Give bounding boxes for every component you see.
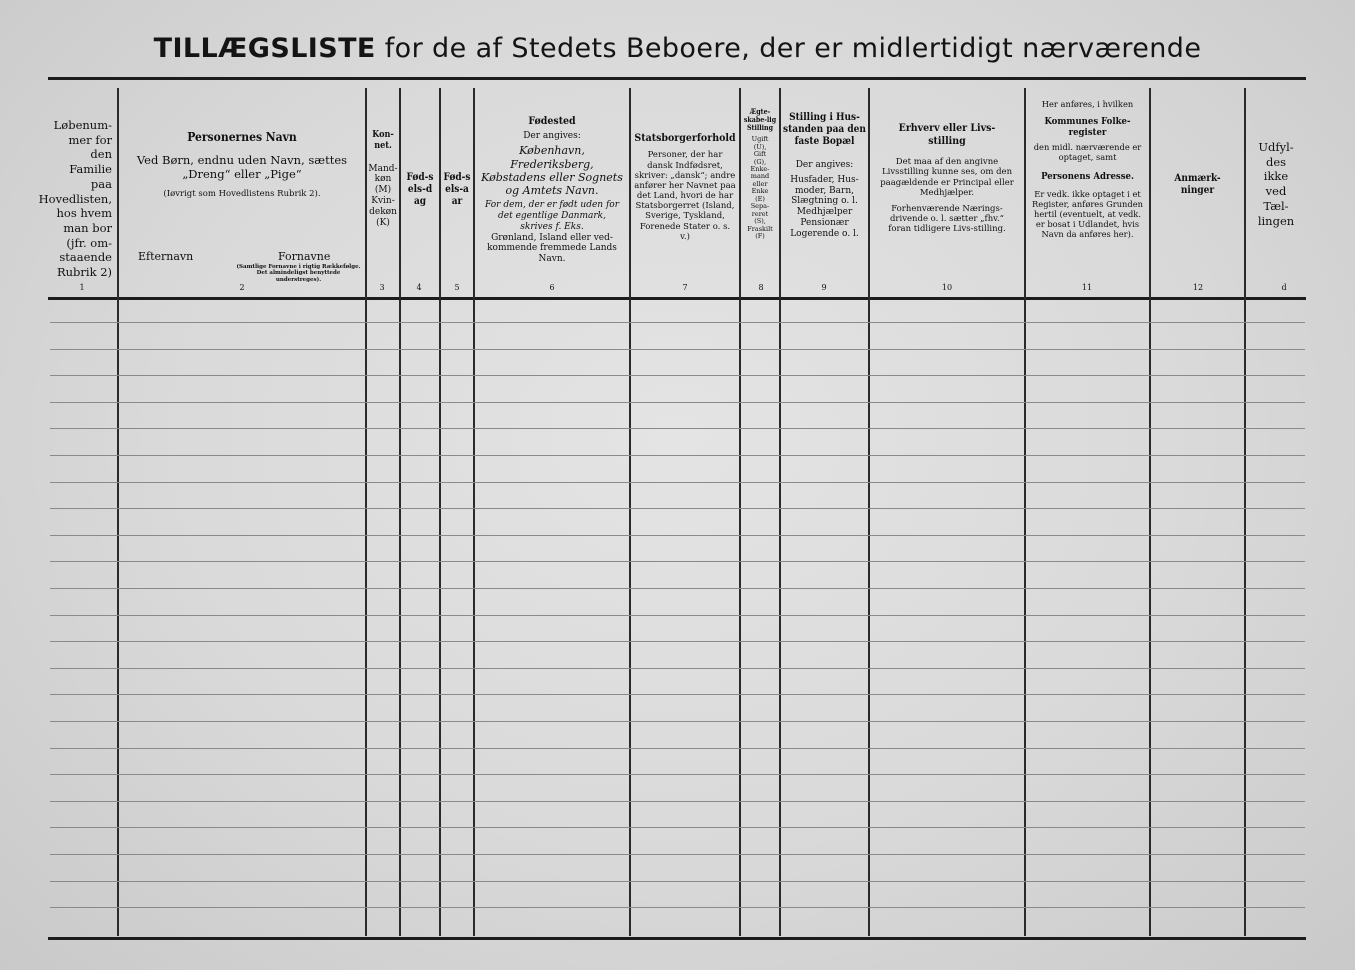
col-10-heading: Erhverv eller Livs-stilling [898, 122, 996, 147]
col-4-header [401, 160, 439, 220]
col-3-heading: Kon-net. [372, 130, 394, 151]
col-3-line: Mand- [368, 163, 398, 174]
col-10-text1: Det maa af den angivne Livsstilling kunne ses, om den paagældende er Principal eller Medhjælper. [880, 157, 1014, 198]
col-7-text: Personer, der har dansk Indfødsret, skriver: „dansk“; andre anfører her Navnet paa det Land, hvori de har Statsborgerret (Island, Sverige, Tyskland, Forenede Stater o. s. v.) [634, 150, 736, 242]
col-8-line: reret [751, 209, 769, 218]
entry-line [50, 881, 1305, 882]
col-9-line: Pensionær [800, 217, 849, 228]
col-8-line: mand [750, 172, 770, 181]
entry-line [50, 322, 1305, 323]
col-10-header [870, 122, 1024, 262]
col-9-header [781, 112, 868, 262]
col-number-d: d [1281, 283, 1287, 292]
col-1-line: staaende [59, 250, 112, 265]
entry-line [50, 535, 1305, 536]
col-2-header [120, 130, 364, 220]
col-1-header [38, 118, 116, 280]
col-1-line: Familie paa [69, 162, 112, 191]
col-3-line: Kvin- [371, 195, 395, 206]
entry-line [50, 907, 1305, 908]
entry-line [50, 375, 1305, 376]
col-3-line: dekøn [369, 206, 397, 217]
col-2-heading: Personernes Navn [187, 130, 297, 144]
entry-line [50, 827, 1305, 828]
col-6-heading: Fødested [528, 115, 576, 127]
col-number-4: 4 [416, 283, 422, 292]
col-number-9: 9 [821, 283, 827, 292]
col-8-line: Ugift [751, 135, 769, 144]
col-2-text3: (Iøvrigt som Hovedlistens Rubrik 2). [163, 188, 321, 199]
col-11-heading: Kommunes Folke-register [1044, 115, 1131, 139]
col-2-text1: Ved Børn, endnu uden Navn, sættes [136, 153, 348, 168]
col-d-line: lingen [1257, 213, 1295, 228]
col-1-line: Hovedlisten, [38, 191, 112, 206]
entry-line [50, 694, 1305, 695]
col-7-heading: Statsborgerforhold [634, 132, 736, 144]
col-5-header [441, 160, 473, 220]
col-3-header [367, 130, 399, 250]
top-rule [48, 77, 1306, 80]
col-number-1: 1 [79, 283, 85, 292]
entry-line [50, 748, 1305, 749]
col-9-line: Slægtning o. l. [791, 196, 858, 207]
col-9-line: Medhjælper [796, 207, 853, 218]
entry-line [50, 428, 1305, 429]
entry-line [50, 482, 1305, 483]
col-8-line: Enke [751, 187, 769, 196]
entry-line [50, 349, 1305, 350]
col-5-heading: Fød-sels-aar [443, 172, 471, 207]
entry-line [50, 561, 1305, 562]
entry-line [50, 641, 1305, 642]
col-1-line: (jfr. om- [66, 235, 112, 250]
col-number-7: 7 [682, 283, 688, 292]
col-divider-1 [117, 88, 119, 936]
col-11-text2: Er vedk. ikke optaget i et Register, anføres Grunden hertil (eventuelt, at vedk. er bosat i Udlandet, hvis Navn da anføres her). [1032, 189, 1143, 239]
col-11-heading2: Personens Adresse. [1041, 170, 1134, 182]
col-8-heading: Ægte-skabe-lig Stilling [743, 107, 777, 133]
col-d-line: ved [1265, 184, 1287, 199]
entry-line [50, 615, 1305, 616]
col-number-3: 3 [379, 283, 385, 292]
col-number-2: 2 [239, 283, 245, 292]
entry-line [50, 588, 1305, 589]
col-1-line: Løbenum- [53, 118, 112, 132]
col-8-header [741, 108, 779, 273]
bottom-rule [48, 937, 1306, 940]
col-4-heading: Fød-sels-dag [406, 172, 434, 207]
col-2-text2: „Dreng“ eller „Pige“ [182, 167, 302, 182]
entry-line [50, 721, 1305, 722]
col-8-line: (S), [754, 217, 766, 226]
col-8-line: Enke- [750, 165, 770, 174]
entry-line [50, 774, 1305, 775]
col-d-line: des [1265, 154, 1287, 169]
col-3-line: køn [374, 174, 392, 185]
col-6-italic: København, Frederiksberg, Købstadens eller Sognets og Amtets Navn. [481, 144, 623, 197]
col-number-5: 5 [454, 283, 460, 292]
col-8-line: Gift [753, 150, 767, 159]
entry-line [50, 455, 1305, 456]
col-number-8: 8 [758, 283, 764, 292]
entry-line [50, 402, 1305, 403]
col-10-text2: Forhenværende Nærings-drivende o. l. sætter „fhv.“ foran tidligere Livs-stilling. [888, 203, 1006, 235]
entry-line [50, 801, 1305, 802]
col-1-line: man bor [63, 221, 112, 236]
col-8-line: Sepa- [750, 202, 770, 211]
col-6-sub: Der angives: [523, 130, 581, 141]
col-d-header [1246, 140, 1306, 240]
col-6-header [475, 115, 629, 265]
col-9-line: Logerende o. l. [790, 228, 859, 239]
col-8-line: eller [752, 179, 768, 188]
col-11-text1: den midl. nærværende er optaget, samt [1033, 141, 1142, 162]
col-number-10: 10 [941, 283, 953, 292]
col-8-line: (G), [753, 157, 767, 166]
col-12-header [1151, 160, 1244, 210]
col-1-line: hos hvem [56, 206, 112, 221]
col-11-header [1026, 100, 1149, 275]
col-1-line: mer for den [68, 132, 112, 162]
col-d-line: Udfyl- [1258, 140, 1294, 154]
form-title [0, 33, 1355, 64]
form-title-rest: for de af Stedets Beboere, der er midlertidigt nærværende [384, 33, 1202, 64]
col-12-heading: Anmærk-ninger [1174, 173, 1221, 196]
col-9-line: moder, Barn, [794, 185, 854, 196]
given-names-label: Fornavne [278, 250, 331, 263]
entry-line [50, 854, 1305, 855]
col-9-line: Husfader, Hus- [790, 174, 859, 185]
col-d-line: Tæl- [1263, 198, 1289, 213]
col-8-line: (U), [753, 142, 767, 151]
entry-line [50, 668, 1305, 669]
col-3-line: (M) [374, 185, 392, 196]
col-d-line: ikke [1263, 169, 1289, 184]
col-7-header [631, 132, 739, 242]
col-8-line: Fraskilt [747, 224, 773, 233]
col-divider-11 [1149, 88, 1151, 936]
col-8-line: (E) [755, 194, 765, 203]
col-11-pre: Her anføres, i hvilken [1041, 99, 1134, 109]
col-number-12: 12 [1192, 283, 1204, 292]
entry-line [50, 508, 1305, 509]
col-6-note2: Grønland, Island eller ved-kommende fremmede Lands Navn. [487, 232, 617, 265]
col-number-6: 6 [549, 283, 555, 292]
given-names-note: (Samtlige Fornavne i rigtig Rækkefølge. Det almindeligst benyttede understreges). [236, 264, 361, 283]
header-bottom-rule [48, 297, 1306, 300]
col-1-line: Rubrik 2) [56, 265, 112, 280]
col-number-11: 11 [1081, 283, 1093, 292]
col-3-line: (K) [376, 217, 390, 228]
col-8-line: (F) [755, 232, 765, 241]
col-9-sub: Der angives: [795, 160, 854, 170]
col-9-heading: Stilling i Hus-standen paa den faste Bopæl [783, 112, 866, 147]
col-6-note1: For dem, der er født uden for det egentlige Danmark, skrives f. Eks. [485, 200, 619, 232]
form-title-bold: TILLÆGSLISTE [153, 33, 376, 64]
surname-label: Efternavn [138, 250, 194, 263]
